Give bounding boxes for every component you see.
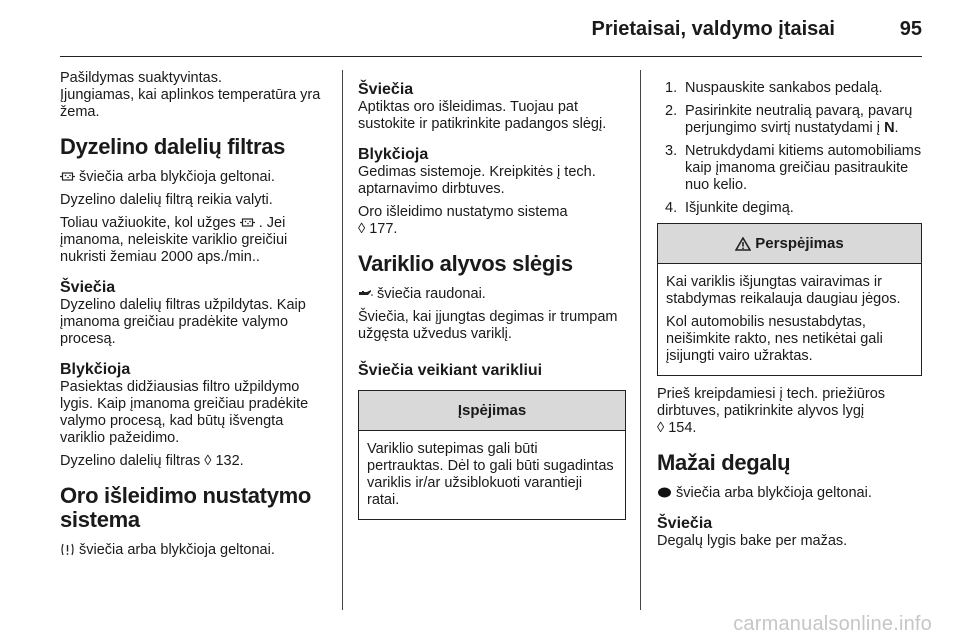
running-heading: Šviečia veikiant varikliui <box>358 362 543 379</box>
dpf-clean-text: Dyzelino dalelių filtrą reikia valyti. <box>60 192 273 208</box>
dpf-heading: Dyzelino dalelių filtras <box>60 134 286 159</box>
column-divider-1 <box>342 70 343 610</box>
header-divider <box>60 56 922 57</box>
dpf-page-ref: Dyzelino dalelių filtras ◊ 132. <box>60 453 244 469</box>
air-release-status-text: šviečia arba blykčioja geltonai. <box>60 542 328 559</box>
diesel-particle-filter-icon <box>240 216 255 229</box>
warning-box-text: Variklio sutepimas gali būti pertrauktas. Dėl to gali būti sugadintas variklis ir/ar užsiblokuoti varantieji ratai. <box>367 441 614 508</box>
water-in-fuel-icon <box>60 543 75 556</box>
air-page-ref: Oro išleidimo nustatymo sistema ◊ 177. <box>358 204 568 237</box>
heating-active-text: Pašildymas suaktyvintas. <box>60 70 222 86</box>
oil-check-text: Prieš kreipdamiesi į tech. priežiūros dirbtuves, patikrinkite alyvos lygį ◊ 154. <box>657 386 886 436</box>
oil-desc-text: Šviečia, kai įjungtas degimas ir trumpam užgęsta užvedus variklį. <box>358 309 618 342</box>
list-item: 1. Nuspauskite sankabos pedalą. <box>665 80 883 96</box>
list-item: 4. Išjunkite degimą. <box>665 200 794 216</box>
fuel-dot-icon <box>657 486 672 499</box>
page-header <box>0 0 960 58</box>
fuel-lit-heading: Šviečia <box>657 515 713 532</box>
fuel-lit-text: Degalų lygis bake per mažas. <box>657 533 848 549</box>
column-2 <box>358 70 626 530</box>
oil-pressure-heading: Variklio alyvos slėgis <box>358 251 573 276</box>
caution-box-body <box>658 264 921 375</box>
air-release-heading: Oro išleidimo nustatymo sistema <box>60 483 312 532</box>
caution-box <box>657 223 922 376</box>
caution-box-text-2: Kol automobilis nesustabdytas, neišimkite rakto, nes netikėtai gali įsijungti vairo užraktas. <box>666 314 883 364</box>
page-number: 95 <box>899 18 922 40</box>
air-lit-text: Aptiktas oro išleidimas. Tuojau pat sustokite ir patikrinkite padangos slėgį. <box>358 99 607 132</box>
dpf-lit-text: Dyzelino dalelių filtras užpildytas. Kaip įmanoma greičiau pradėkite valymo procesą. <box>60 297 306 347</box>
diesel-particle-filter-icon <box>60 170 75 183</box>
dpf-lit-heading: Šviečia <box>60 279 116 296</box>
heating-cold-text: Įjungiamas, kai aplinkos temperatūra yra žema. <box>60 87 321 120</box>
air-flash-text: Gedimas sistemoje. Kreipkitės į tech. aptarnavimo dirbtuves. <box>358 164 596 197</box>
oil-can-icon <box>358 287 373 300</box>
list-item: 2. Pasirinkite neutralią pavarą, pavarų perjungimo svirtį nustatydami į N. <box>665 103 913 136</box>
warning-box <box>358 390 626 520</box>
warning-box-title: Įspėjimas <box>359 391 625 431</box>
list-item: 3. Netrukdydami kitiems automobiliams kaip įmanoma greičiau pasitraukite nuo kelio. <box>665 143 922 193</box>
warning-box-body <box>359 431 625 519</box>
dpf-flash-text: Pasiektas didžiausias filtro užpildymo lygis. Kaip įmanoma greičiau pradėkite valymo procesą, kad būtų išvengta variklio pažeidimo. <box>60 379 309 446</box>
caution-box-text-1: Kai variklis išjungtas vairavimas ir stabdymas reikalauja daugiau jėgos. <box>666 274 901 307</box>
page-title: Prietaisai, valdymo įtaisai <box>591 18 835 40</box>
column-1 <box>60 70 328 565</box>
warning-triangle-icon <box>735 237 751 251</box>
column-3 <box>657 70 922 556</box>
dpf-flash-heading: Blykčioja <box>60 361 131 378</box>
caution-box-title: Perspėjimas <box>658 224 921 264</box>
dpf-status-text: šviečia arba blykčioja geltonai. <box>60 169 328 186</box>
dpf-drive-text: Toliau važiuokite, kol užges . Jei įmanoma, neleiskite variklio greičiui nukristi žemiau 2000 aps./min.. <box>60 215 288 265</box>
low-fuel-heading: Mažai degalų <box>657 450 791 475</box>
fuel-status-text: šviečia arba blykčioja geltonai. <box>657 485 922 502</box>
air-flash-heading: Blykčioja <box>358 146 429 163</box>
oil-status-text: šviečia raudonai. <box>358 286 626 303</box>
air-lit-heading: Šviečia <box>358 81 414 98</box>
watermark: carmanualsonline.info <box>733 613 932 635</box>
column-divider-2 <box>640 70 641 610</box>
steps-list <box>657 80 922 217</box>
